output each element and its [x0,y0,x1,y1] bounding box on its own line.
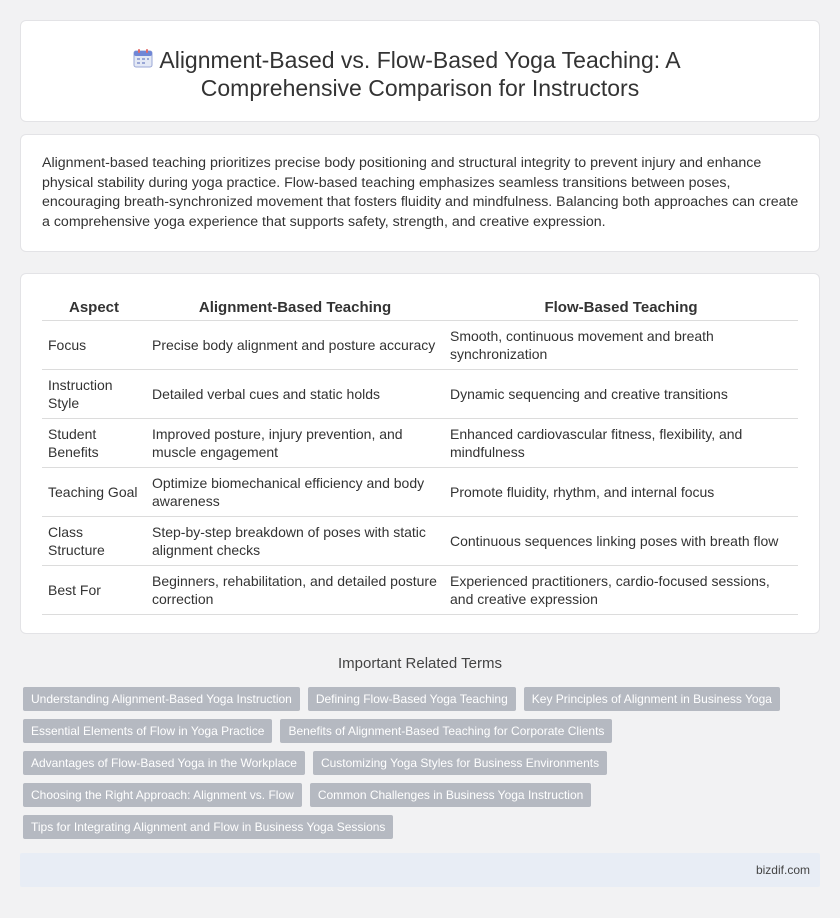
flow-cell: Smooth, continuous movement and breath synchronization [444,320,798,369]
aspect-cell: Best For [42,565,146,614]
header-card [20,20,820,122]
alignment-cell: Beginners, rehabilitation, and detailed posture correction [146,565,444,614]
related-term-tag[interactable]: Key Principles of Alignment in Business Yoga [524,687,780,711]
comparison-table [42,296,798,615]
column-header-aspect: Aspect [42,296,146,320]
aspect-cell: Focus [42,320,146,369]
column-header-alignment: Alignment-Based Teaching [146,296,444,320]
alignment-cell: Improved posture, injury prevention, and muscle engagement [146,418,444,467]
aspect-cell: Student Benefits [42,418,146,467]
related-term-tag[interactable]: Common Challenges in Business Yoga Instruction [310,783,592,807]
tag-row [23,751,803,775]
column-header-flow: Flow-Based Teaching [444,296,798,320]
related-terms-list [23,687,803,847]
tag-row [23,687,803,711]
alignment-cell: Precise body alignment and posture accuracy [146,320,444,369]
table-row [42,320,798,369]
aspect-cell: Teaching Goal [42,467,146,516]
intro-text: Alignment-based teaching prioritizes precise body positioning and structural integrity to prevent injury and enhance physical stability during yoga practice. Flow-based teaching emphasizes seamless transitions between poses, encouraging breath-synchronized movement that fosters fluidity and mindfulness. Balancing both approaches can create a comprehensive yoga experience that supports safety, strength, and creative expression. [42,155,799,230]
page-title [21,46,819,102]
flow-cell: Enhanced cardiovascular fitness, flexibility, and mindfulness [444,418,798,467]
flow-cell: Promote fluidity, rhythm, and internal focus [444,467,798,516]
aspect-cell: Class Structure [42,516,146,565]
table-header-row [42,296,798,320]
tag-row [23,719,803,743]
table-row [42,516,798,565]
flow-cell: Experienced practitioners, cardio-focused sessions, and creative expression [444,565,798,614]
related-terms-title: Important Related Terms [338,655,502,672]
alignment-cell: Optimize biomechanical efficiency and body awareness [146,467,444,516]
related-term-tag[interactable]: Defining Flow-Based Yoga Teaching [308,687,516,711]
comparison-table-card [20,273,820,634]
table-row [42,369,798,418]
aspect-cell: Instruction Style [42,369,146,418]
related-term-tag[interactable]: Choosing the Right Approach: Alignment vs. Flow [23,783,302,807]
table-row [42,418,798,467]
related-term-tag[interactable]: Benefits of Alignment-Based Teaching for Corporate Clients [280,719,612,743]
table-row [42,565,798,614]
page-title-line-1: Alignment-Based vs. Flow-Based Yoga Teaching: A [159,47,681,73]
intro-card [20,134,820,252]
table-row [42,467,798,516]
page-title-line-2: Comprehensive Comparison for Instructors [200,75,640,101]
related-term-tag[interactable]: Tips for Integrating Alignment and Flow in Business Yoga Sessions [23,815,393,839]
related-term-tag[interactable]: Advantages of Flow-Based Yoga in the Workplace [23,751,305,775]
related-term-tag[interactable]: Essential Elements of Flow in Yoga Practice [23,719,272,743]
alignment-cell: Step-by-step breakdown of poses with static alignment checks [146,516,444,565]
tag-row [23,783,803,807]
related-term-tag[interactable]: Understanding Alignment-Based Yoga Instruction [23,687,300,711]
flow-cell: Dynamic sequencing and creative transitions [444,369,798,418]
tag-row [23,815,803,839]
related-term-tag[interactable]: Customizing Yoga Styles for Business Environments [313,751,607,775]
footer-site[interactable]: bizdif.com [755,863,810,877]
footer [20,853,820,887]
flow-cell: Continuous sequences linking poses with breath flow [444,516,798,565]
alignment-cell: Detailed verbal cues and static holds [146,369,444,418]
